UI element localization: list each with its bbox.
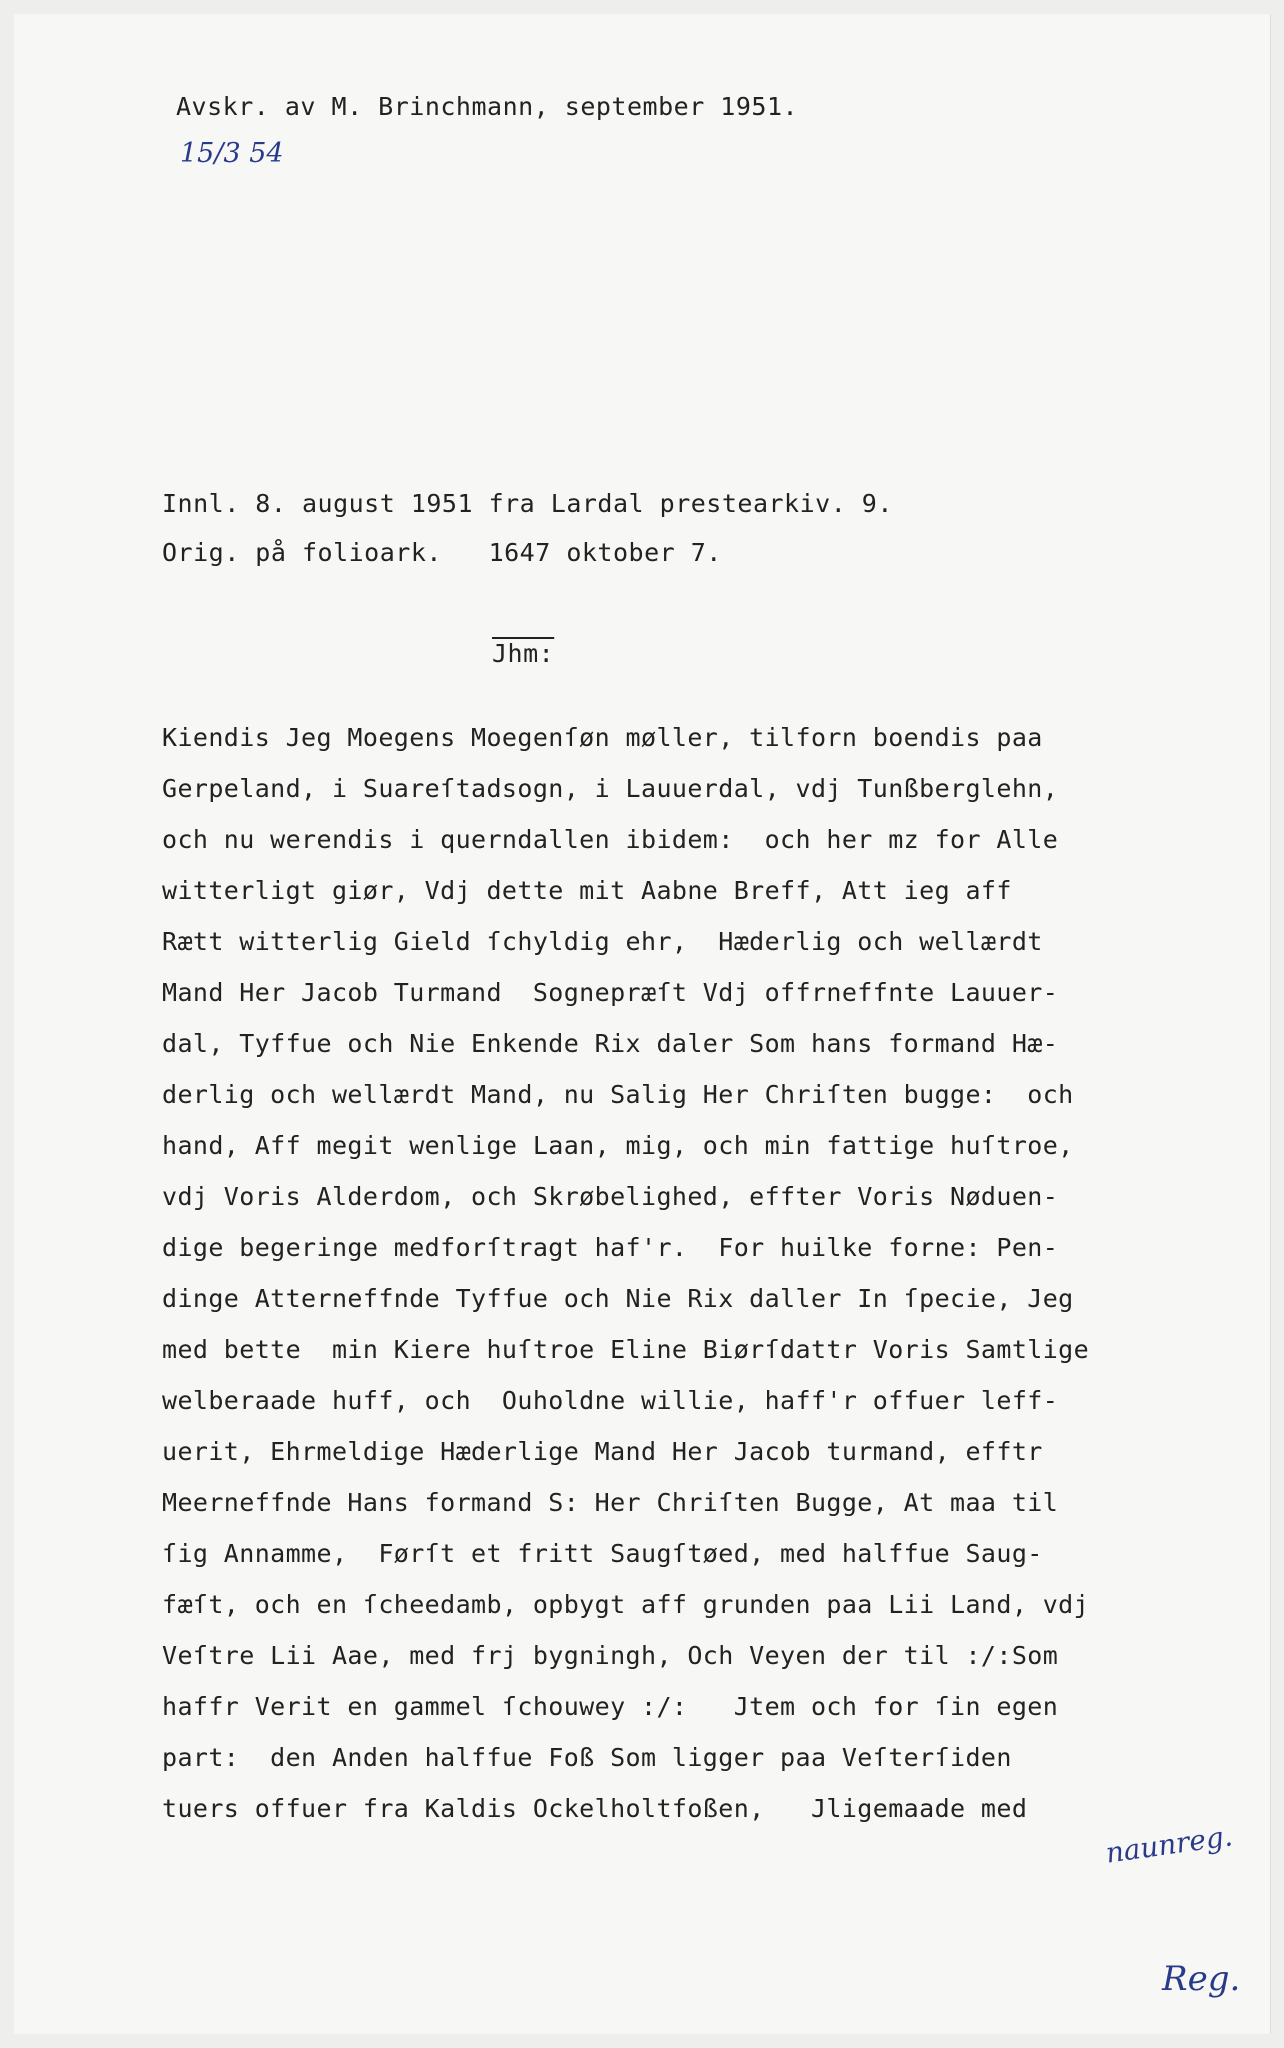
- body-line: med bette min Kiere huſtroe Eline Biørſdattr Voris Samtlige: [162, 1335, 1090, 1364]
- body-line: ſig Annamme, Førſt et fritt Saugſtøed, med halffue Saug-: [162, 1539, 1043, 1568]
- margin-note-reg: Reg.: [1162, 1959, 1241, 1999]
- body-line: derlig och wellærdt Mand, nu Salig Her Chriſten bugge: och: [162, 1080, 1074, 1109]
- received-line: Innl. 8. august 1951 fra Lardal prestearkiv. 9.: [162, 489, 893, 518]
- body-line: witterligt giør, Vdj dette mit Aabne Breff, Att ieg aff: [162, 876, 1012, 905]
- body-line: haffr Verit en gammel ſchouwey :/: Jtem och for ſin egen: [162, 1692, 1059, 1721]
- body-line: Rætt witterlig Gield ſchyldig ehr, Hæderlig och wellærdt: [162, 927, 1043, 956]
- transcription-note: Avskr. av M. Brinchmann, september 1951.: [176, 92, 799, 121]
- body-line: tuers offuer fra Kaldis Ockelholtfoßen, Jligemaade med: [162, 1794, 1028, 1823]
- body-line: Meerneffnde Hans formand S: Her Chriſten Bugge, At maa til: [162, 1488, 1059, 1517]
- body-line: dal, Tyffue och Nie Enkende Rix daler Som hans formand Hæ-: [162, 1029, 1059, 1058]
- body-line: uerit, Ehrmeldige Hæderlige Mand Her Jacob turmand, efftr: [162, 1437, 1043, 1466]
- body-line: Veſtre Lii Aae, med frj bygningh, Och Veyen der til :/:Som: [162, 1641, 1059, 1670]
- body-line: welberaade huff, och Ouholdne willie, haff'r offuer leff-: [162, 1386, 1059, 1415]
- body-line: Kiendis Jeg Moegens Moegenſøn møller, tilforn boendis paa: [162, 723, 1043, 752]
- handwritten-number: 15/3 54: [180, 138, 284, 169]
- body-line: fæſt, och en ſcheedamb, opbygt aff grunden paa Lii Land, vdj: [162, 1590, 1090, 1619]
- body-line: hand, Aff megit wenlige Laan, mig, och min fattige huſtroe,: [162, 1131, 1074, 1160]
- body-line: och nu werendis i querndallen ibidem: och her mz for Alle: [162, 825, 1059, 854]
- margin-note-register: naunreg.: [1103, 1819, 1235, 1870]
- document-body: [162, 712, 1102, 1834]
- body-line: dige begeringe medforſtragt haf'r. For huilke forne: Pen-: [162, 1233, 1059, 1262]
- body-line: dinge Atterneffnde Tyffue och Nie Rix daller In ſpecie, Jeg: [162, 1284, 1074, 1313]
- body-line: vdj Voris Alderdom, och Skrøbelighed, effter Voris Nøduen-: [162, 1182, 1059, 1211]
- body-line: Gerpeland, i Suareſtadsogn, i Lauuerdal, vdj Tunßberglehn,: [162, 774, 1059, 803]
- body-line: part: den Anden halffue Foß Som ligger paa Veſterſiden: [162, 1743, 1012, 1772]
- original-line: Orig. på folioark. 1647 oktober 7.: [162, 538, 722, 567]
- document-heading: Jhm:: [492, 639, 555, 668]
- body-line: Mand Her Jacob Turmand Sognepræſt Vdj offrneffnte Lauuer-: [162, 978, 1059, 1007]
